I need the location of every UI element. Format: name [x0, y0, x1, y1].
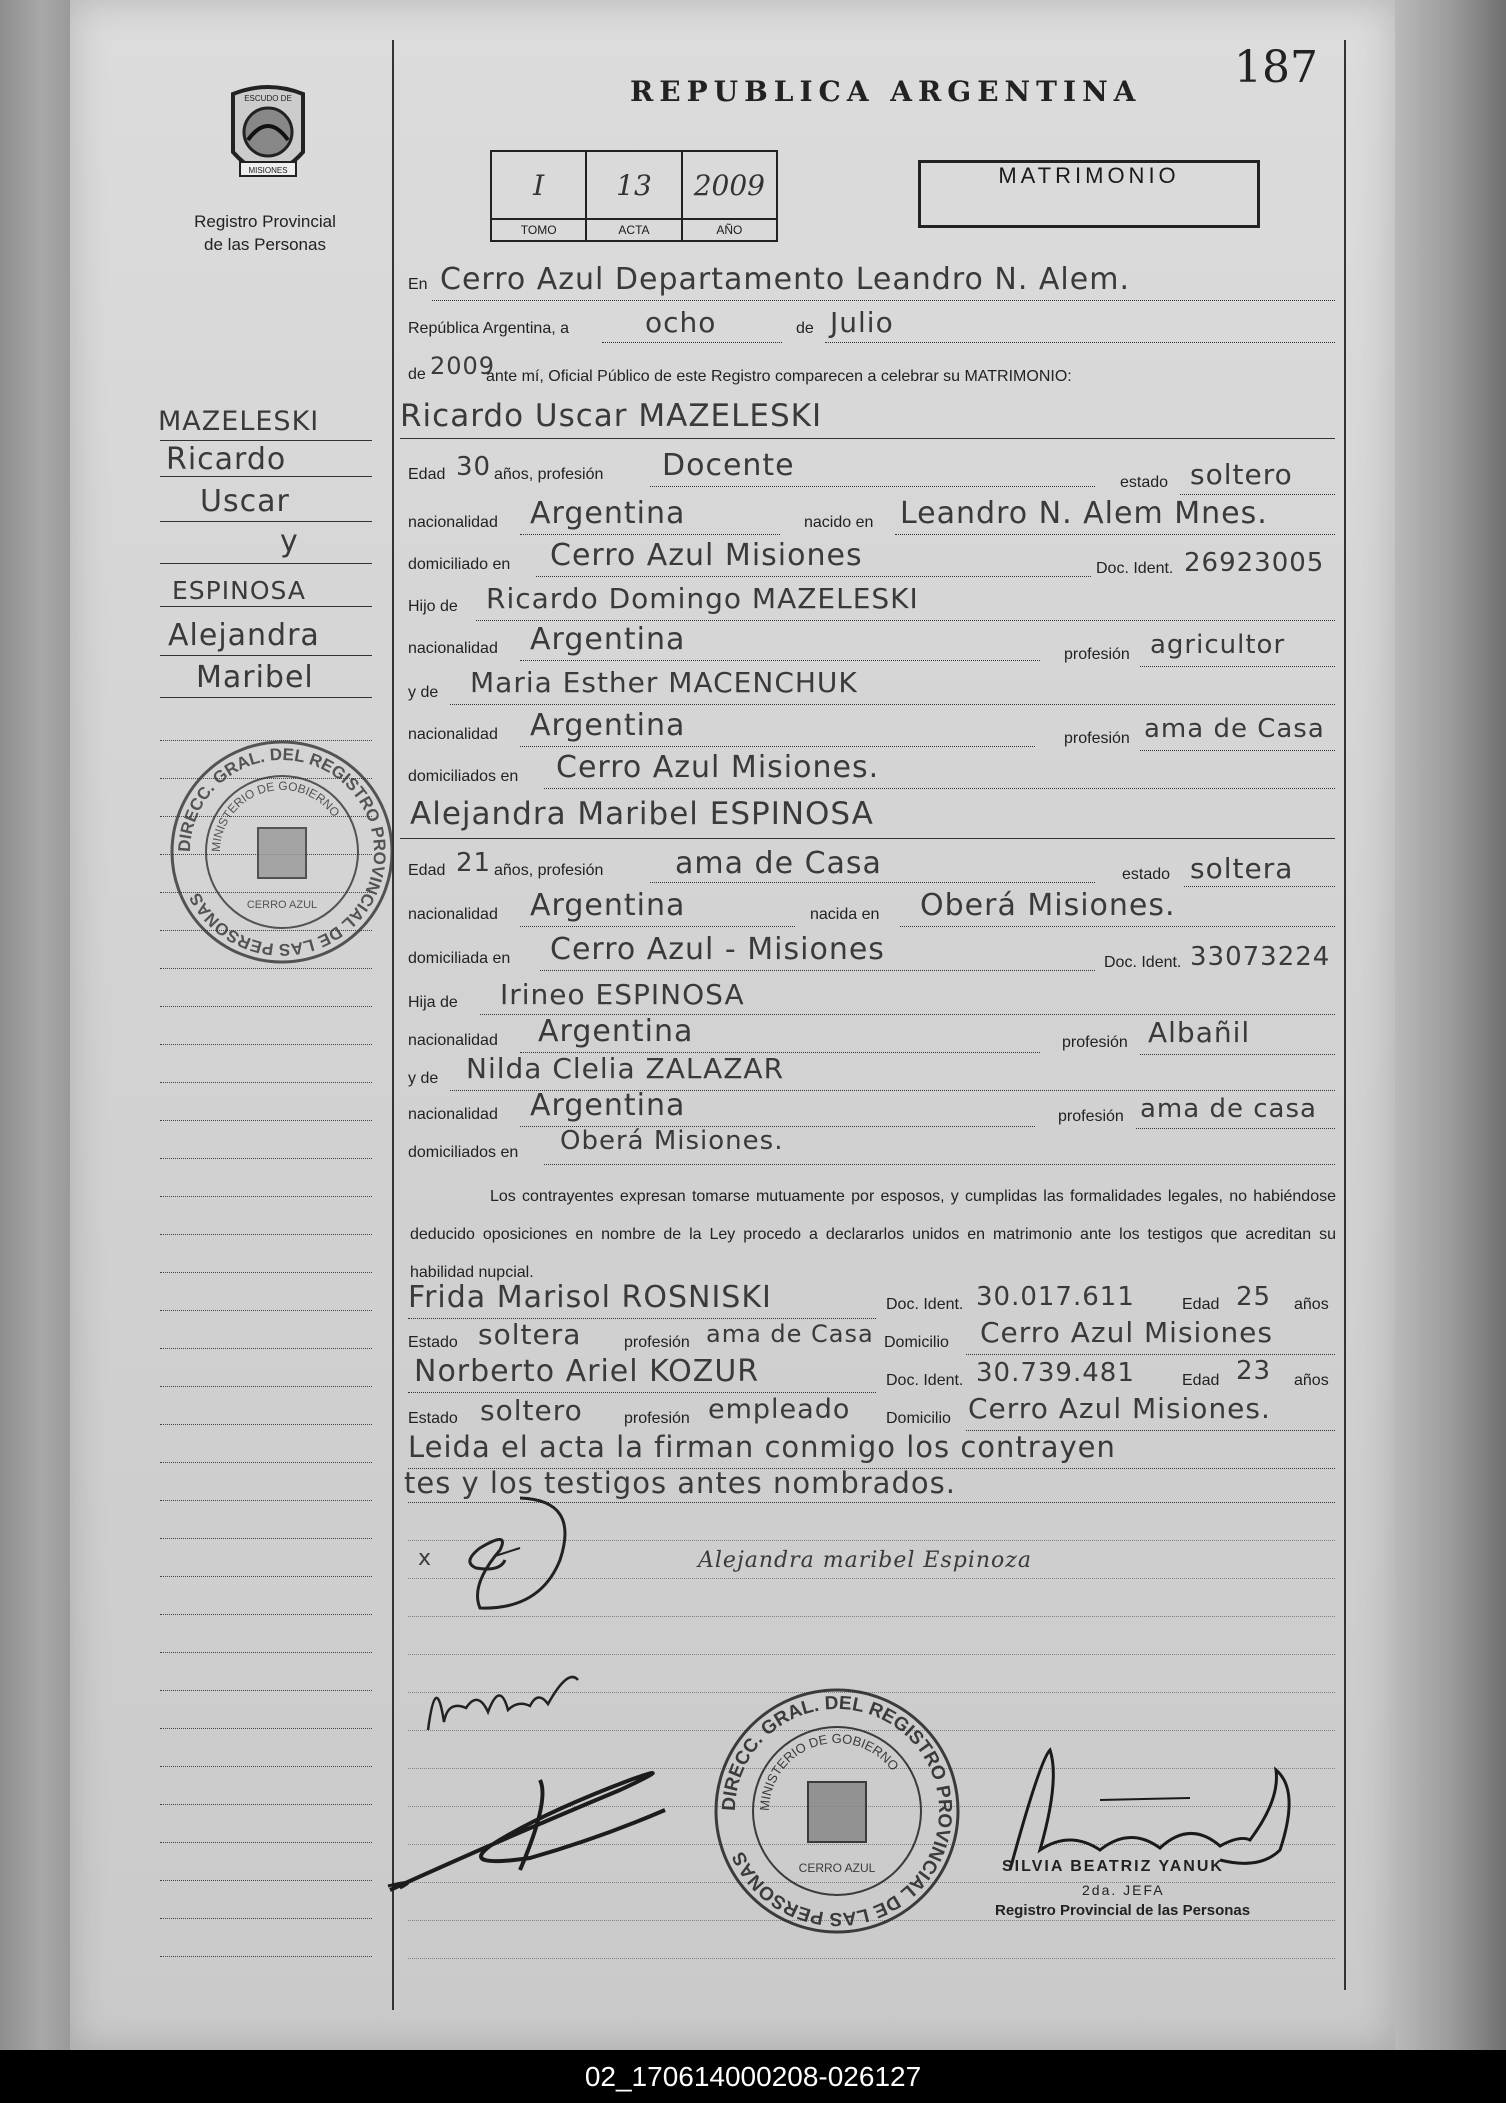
- intro-text: ante mí, Oficial Público de este Registro comparecen a celebrar su MATRIMONIO:: [486, 368, 1072, 385]
- groom-madre-prof: ama de Casa: [1144, 714, 1325, 744]
- margin-given-groom-1: Ricardo: [166, 442, 287, 477]
- groom-edad-label: Edad: [408, 466, 446, 483]
- witness1-estado: soltera: [478, 1318, 582, 1351]
- groom-madre-nac: Argentina: [530, 708, 686, 743]
- margin-dotted-line: [160, 1006, 372, 1007]
- signature-dotted-line: [408, 1958, 1335, 1959]
- bride-doms-label: domiciliados en: [408, 1144, 519, 1161]
- margin-dotted-line: [160, 1842, 372, 1843]
- margin-dotted-line: [160, 1690, 372, 1691]
- margin-dotted-line: [160, 1348, 372, 1349]
- groom-padres-dom: Cerro Azul Misiones.: [556, 750, 880, 785]
- field-line: [650, 486, 1095, 487]
- bride-padre-nac: Argentina: [538, 1014, 694, 1049]
- witness2-doc-label: Doc. Ident.: [886, 1372, 964, 1389]
- field-line: [825, 342, 1335, 343]
- official-stamp-bottom-icon: [712, 1686, 962, 1936]
- margin-surname-groom: MAZELESKI: [158, 406, 320, 437]
- margin-given-bride-2: Maribel: [196, 660, 314, 695]
- margin-dotted-line: [160, 1386, 372, 1387]
- record-type-box: MATRIMONIO: [918, 160, 1260, 228]
- field-line: [520, 534, 780, 535]
- bride-madre-nac: Argentina: [530, 1088, 686, 1123]
- witness1-edad: 25: [1236, 1282, 1272, 1312]
- groom-madre-prof-label: profesión: [1064, 730, 1130, 747]
- field-line: [536, 576, 1091, 577]
- witness2-prof-label: profesión: [624, 1410, 690, 1427]
- field-line: [520, 660, 1040, 661]
- bride-domicilio: Cerro Azul - Misiones: [550, 932, 885, 967]
- margin-dotted-line: [160, 1120, 372, 1121]
- groom-madre: Maria Esther MACENCHUK: [470, 666, 858, 699]
- margin-dotted-line: [160, 1234, 372, 1235]
- margin-dotted-line: [160, 1538, 372, 1539]
- bride-anos-prof-label: años, profesión: [494, 862, 604, 879]
- witness1-doc-label: Doc. Ident.: [886, 1296, 964, 1313]
- groom-name: Ricardo Uscar MAZELESKI: [400, 398, 823, 434]
- field-line: [544, 788, 1335, 789]
- field-line: [966, 1354, 1335, 1355]
- en-label: En: [408, 276, 428, 293]
- field-line: [476, 620, 1335, 621]
- margin-dotted-line: [160, 1652, 372, 1653]
- witness1-edad-label: Edad: [1182, 1296, 1220, 1313]
- closing-line-1: Leida el acta la firman conmigo los contrayen: [408, 1430, 1116, 1464]
- bride-dom-label: domiciliada en: [408, 950, 511, 967]
- margin-separator: y: [280, 524, 299, 559]
- witness2-edad: 23: [1236, 1356, 1272, 1386]
- groom-padre-prof-label: profesión: [1064, 646, 1130, 663]
- field-line: [520, 746, 1035, 747]
- witness1-dom-label: Domicilio: [884, 1334, 949, 1351]
- field-line: [1140, 1054, 1335, 1055]
- witness2-estado: soltero: [480, 1394, 583, 1427]
- field-line: [1184, 886, 1335, 887]
- de-label: de: [796, 320, 814, 337]
- margin-dotted-line: [160, 968, 372, 969]
- bride-estado: soltera: [1190, 852, 1294, 885]
- margin-dotted-line: [160, 1614, 372, 1615]
- witness2-dom-label: Domicilio: [886, 1410, 951, 1427]
- bride-padre-nac-label: nacionalidad: [408, 1032, 498, 1049]
- margin-dotted-line: [160, 1918, 372, 1919]
- field-line: [400, 438, 1335, 439]
- bride-signature: Alejandra maribel Espinoza: [698, 1548, 1033, 1573]
- margin-given-groom-2: Uscar: [200, 484, 290, 519]
- witness2-estado-label: Estado: [408, 1410, 458, 1427]
- witness1-estado-label: Estado: [408, 1334, 458, 1351]
- margin-surname-bride: ESPINOSA: [172, 576, 306, 605]
- month-value: Julio: [830, 306, 894, 339]
- groom-anos-prof-label: años, profesión: [494, 466, 604, 483]
- page-title: REPUBLICA ARGENTINA: [630, 75, 1142, 108]
- groom-nacido: Leandro N. Alem Mnes.: [900, 496, 1268, 531]
- field-line: [544, 1164, 1335, 1165]
- bride-name: Alejandra Maribel ESPINOSA: [410, 796, 874, 832]
- legal-paragraph: Los contrayentes expresan tomarse mutuamente por esposos, y cumplidas las formalidades legales, no habiéndose deducido oposiciones en nombre de la Ley procedo a declararlos unidos en matrimonio ante los testigos que acreditan su habilidad nupcial.: [410, 1188, 1336, 1281]
- svg-text:DIRECC. GRAL. DEL REGISTRO PRO: DIRECC. GRAL. DEL REGISTRO PROVINCIAL DE LAS PERSONAS: [718, 1692, 956, 1930]
- field-line: [1140, 666, 1335, 667]
- margin-line: [160, 697, 372, 698]
- book-edge-right: [1395, 0, 1506, 2050]
- margin-dotted-line: [160, 1804, 372, 1805]
- record-number-box: [490, 150, 778, 242]
- witness1-doc: 30.017.611: [976, 1282, 1135, 1312]
- svg-text:CERRO AZUL: CERRO AZUL: [246, 899, 318, 911]
- bride-edad-label: Edad: [408, 862, 446, 879]
- groom-padre: Ricardo Domingo MAZELESKI: [486, 582, 919, 615]
- margin-line: [160, 521, 372, 522]
- page-number: 187: [1234, 42, 1318, 93]
- year-value: 2009: [430, 352, 496, 380]
- acta-cell: 13 ACTA: [587, 152, 682, 240]
- margin-dotted-line: [160, 1196, 372, 1197]
- groom-padre-nac: Argentina: [530, 622, 686, 657]
- bride-hija-label: Hija de: [408, 994, 458, 1011]
- field-line: [540, 970, 1095, 971]
- field-line: [650, 882, 1095, 883]
- groom-nacionalidad: Argentina: [530, 496, 686, 531]
- field-line: [1136, 1128, 1335, 1129]
- bride-doc-label: Doc. Ident.: [1104, 954, 1182, 971]
- groom-edad: 30: [456, 452, 492, 482]
- republica-label: República Argentina, a: [408, 320, 569, 337]
- margin-divider: [392, 40, 394, 2010]
- official-org: Registro Provincial de las Personas: [995, 1902, 1251, 1919]
- field-line: [900, 926, 1335, 927]
- svg-text:DIRECC. GRAL. DEL REGISTRO PRO: DIRECC. GRAL. DEL REGISTRO PROVINCIAL DE LAS PERSONAS: [174, 744, 390, 960]
- margin-dotted-line: [160, 1462, 372, 1463]
- bride-profesion: ama de Casa: [675, 846, 882, 881]
- bride-madre: Nilda Clelia ZALAZAR: [466, 1052, 785, 1085]
- signature-dotted-line: [408, 1654, 1335, 1655]
- margin-dotted-line: [160, 1956, 372, 1957]
- witness1-profesion: ama de Casa: [706, 1320, 874, 1348]
- footer-id: 02_170614000208-026127: [0, 2050, 1506, 2103]
- margin-dotted-line: [160, 1082, 372, 1083]
- official-title: 2da. JEFA: [1082, 1882, 1165, 1898]
- margin-dotted-line: [160, 1044, 372, 1045]
- margin-dotted-line: [160, 1424, 372, 1425]
- province-seal-icon: [218, 82, 318, 194]
- groom-estado: soltero: [1190, 458, 1293, 491]
- adjacent-page-left: [0, 0, 70, 2050]
- year-prefix: de: [408, 366, 426, 383]
- margin-line: [160, 655, 372, 656]
- bride-edad: 21: [456, 848, 492, 878]
- field-line: [602, 342, 782, 343]
- bride-estado-label: estado: [1122, 866, 1171, 883]
- field-line: [1140, 750, 1335, 751]
- groom-signature-icon: [440, 1490, 590, 1620]
- witness1-domicilio: Cerro Azul Misiones: [980, 1316, 1273, 1349]
- right-border: [1344, 40, 1346, 1990]
- bride-madre-prof-label: profesión: [1058, 1108, 1124, 1125]
- official-stamp-icon: [168, 738, 396, 966]
- bride-madre-prof: ama de casa: [1140, 1094, 1317, 1124]
- groom-domicilio: Cerro Azul Misiones: [550, 538, 863, 573]
- field-line: [400, 838, 1335, 839]
- witness2-anos-label: años: [1294, 1372, 1329, 1389]
- witness2-doc: 30.739.481: [976, 1358, 1135, 1388]
- bride-nacida: Oberá Misiones.: [920, 888, 1176, 923]
- witness2-edad-label: Edad: [1182, 1372, 1220, 1389]
- svg-text:CERRO AZUL: CERRO AZUL: [798, 1861, 876, 1875]
- place-value: Cerro Azul Departamento Leandro N. Alem.: [440, 262, 1130, 297]
- groom-madre-nac-label: nacionalidad: [408, 726, 498, 743]
- svg-text:ESCUDO DE: ESCUDO DE: [244, 94, 292, 103]
- registro-heading: Registro Provincial de las Personas: [194, 212, 336, 254]
- field-line: [895, 534, 1335, 535]
- field-line: [520, 926, 795, 927]
- witness1-prof-label: profesión: [624, 1334, 690, 1351]
- margin-dotted-line: [160, 1272, 372, 1273]
- svg-text:MINISTERIO DE GOBIERNO: MINISTERIO DE GOBIERNO: [756, 1730, 902, 1812]
- bride-padre-prof-label: profesión: [1062, 1034, 1128, 1051]
- groom-doc-label: Doc. Ident.: [1096, 560, 1174, 577]
- groom-profesion: Docente: [662, 448, 795, 483]
- groom-doc: 26923005: [1184, 548, 1325, 578]
- witness1-anos-label: años: [1294, 1296, 1329, 1313]
- margin-dotted-line: [160, 1766, 372, 1767]
- field-line: [450, 704, 1335, 705]
- groom-padre-nac-label: nacionalidad: [408, 640, 498, 657]
- witness2-domicilio: Cerro Azul Misiones.: [968, 1392, 1271, 1425]
- x-mark: x: [418, 1546, 433, 1571]
- closing-line-2: tes y los testigos antes nombrados.: [404, 1466, 956, 1500]
- witness2-name: Norberto Ariel KOZUR: [414, 1354, 760, 1389]
- anio-cell: 2009 AÑO: [683, 152, 776, 240]
- field-line: [408, 1392, 876, 1393]
- groom-doms-label: domiciliados en: [408, 768, 519, 785]
- margin-dotted-line: [160, 1576, 372, 1577]
- bride-madre-nac-label: nacionalidad: [408, 1106, 498, 1123]
- bride-padres-dom: Oberá Misiones.: [560, 1126, 784, 1156]
- margin-line: [160, 563, 372, 564]
- groom-dom-label: domiciliado en: [408, 556, 511, 573]
- bride-doc: 33073224: [1190, 942, 1331, 972]
- groom-yde-label: y de: [408, 684, 439, 701]
- tomo-cell: I TOMO: [492, 152, 587, 240]
- svg-text:MINISTERIO DE GOBIERNO: MINISTERIO DE GOBIERNO: [208, 778, 343, 853]
- margin-line: [160, 440, 372, 441]
- groom-estado-label: estado: [1120, 474, 1169, 491]
- margin-dotted-line: [160, 1158, 372, 1159]
- bride-nacionalidad: Argentina: [530, 888, 686, 923]
- groom-nac-label: nacionalidad: [408, 514, 498, 531]
- bride-yde-label: y de: [408, 1070, 439, 1087]
- margin-dotted-line: [160, 1728, 372, 1729]
- margin-given-bride-1: Alejandra: [168, 618, 320, 653]
- svg-text:MISIONES: MISIONES: [248, 166, 288, 175]
- day-value: ocho: [645, 306, 717, 339]
- groom-padre-prof: agricultor: [1150, 630, 1286, 660]
- bride-padre-prof: Albañil: [1148, 1016, 1251, 1049]
- margin-dotted-line: [160, 1500, 372, 1501]
- bride-padre: Irineo ESPINOSA: [500, 978, 745, 1011]
- groom-nacido-label: nacido en: [804, 514, 874, 531]
- margin-line: [160, 606, 372, 607]
- margin-dotted-line: [160, 1310, 372, 1311]
- bride-nac-label: nacionalidad: [408, 906, 498, 923]
- witness1-name: Frida Marisol ROSNISKI: [408, 1280, 772, 1315]
- field-line: [432, 300, 1335, 301]
- field-line: [1180, 494, 1335, 495]
- groom-hijo-label: Hijo de: [408, 598, 458, 615]
- margin-dotted-line: [160, 1880, 372, 1881]
- official-name: SILVIA BEATRIZ YANUK: [1002, 1858, 1224, 1875]
- bride-nacida-label: nacida en: [810, 906, 880, 923]
- witness2-profesion: empleado: [708, 1394, 851, 1425]
